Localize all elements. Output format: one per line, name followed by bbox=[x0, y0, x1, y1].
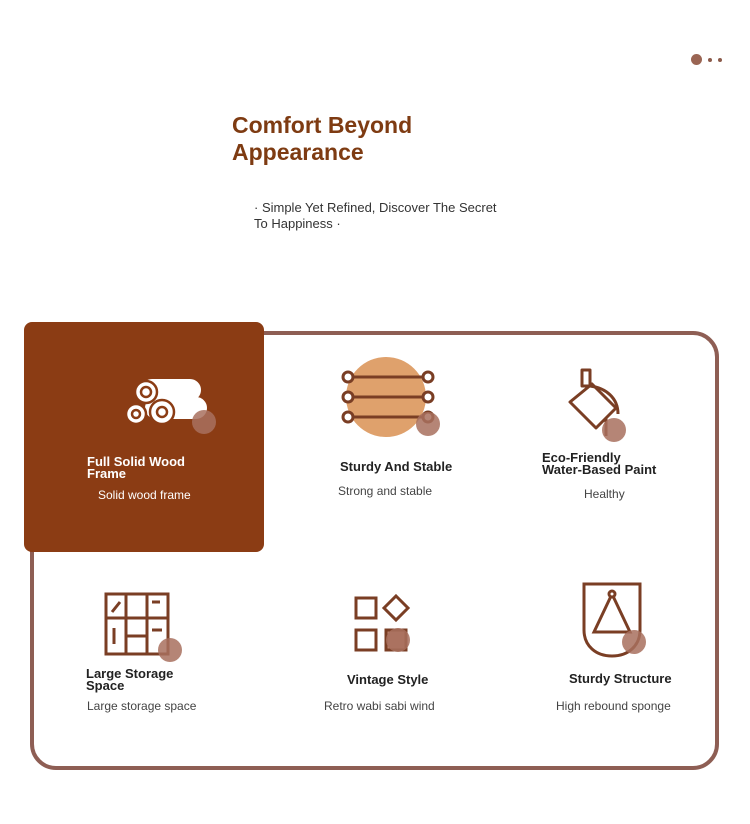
feature-title: Vintage Style bbox=[347, 672, 429, 687]
feature-description: Retro wabi sabi wind bbox=[324, 699, 435, 713]
feature-description: Solid wood frame bbox=[98, 488, 191, 502]
pagination-dots[interactable] bbox=[691, 54, 722, 65]
paint-bucket-icon bbox=[556, 364, 636, 444]
feature-sturdy-stable bbox=[330, 355, 470, 505]
title-line-2: Appearance bbox=[232, 139, 364, 165]
storage-cabinet-icon bbox=[102, 590, 192, 670]
pagination-dot-active[interactable] bbox=[691, 54, 702, 65]
feature-vintage bbox=[320, 590, 470, 720]
feature-eco-paint bbox=[540, 360, 700, 510]
wood-logs-icon bbox=[124, 372, 224, 442]
subtitle-line-1: · Simple Yet Refined, Discover The Secret bbox=[254, 200, 497, 215]
page-title bbox=[232, 112, 562, 166]
feature-description: Strong and stable bbox=[338, 484, 433, 498]
vintage-shapes-icon bbox=[352, 592, 422, 658]
triangle-structure-icon bbox=[578, 580, 658, 660]
pagination-dot[interactable] bbox=[718, 58, 722, 62]
feature-structure bbox=[550, 580, 710, 720]
feature-description: High rebound sponge bbox=[556, 699, 671, 713]
title-line-1: Comfort Beyond bbox=[232, 112, 413, 138]
subtitle-line-2: To Happiness · bbox=[254, 216, 341, 231]
feature-solid-wood bbox=[24, 322, 264, 552]
feature-description: Large storage space bbox=[87, 699, 197, 713]
page-subtitle bbox=[254, 200, 534, 232]
feature-description: Healthy bbox=[584, 487, 625, 501]
feature-title: Eco-Friendly Water-Based Paint bbox=[542, 450, 657, 477]
feature-title: Full Solid Wood Frame bbox=[87, 454, 185, 481]
feature-title: Sturdy And Stable bbox=[340, 459, 453, 474]
feature-title: Large Storage Space bbox=[86, 666, 174, 693]
stable-rails-icon bbox=[338, 357, 448, 447]
feature-title: Sturdy Structure bbox=[569, 671, 672, 686]
feature-storage bbox=[80, 590, 240, 720]
pagination-dot[interactable] bbox=[708, 58, 712, 62]
